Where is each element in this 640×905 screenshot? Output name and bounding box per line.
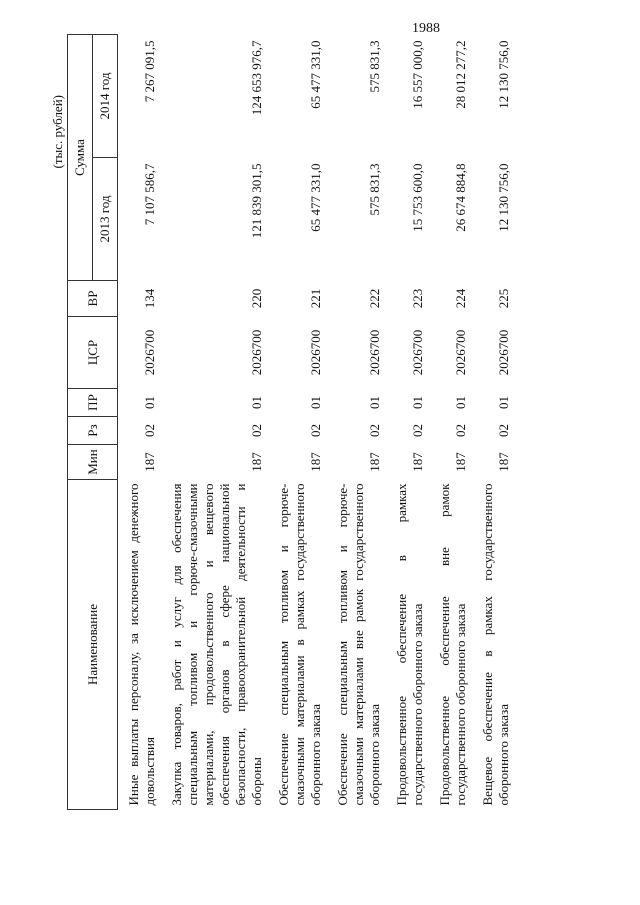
row-2013: 12 130 756,0	[496, 163, 511, 232]
table-body	[118, 35, 516, 810]
unit-note: (тыс. рублей)	[50, 95, 65, 169]
row-vr: 220	[249, 288, 264, 309]
row-2013: 7 107 586,7	[142, 163, 157, 226]
row-csr: 2026700	[410, 329, 425, 376]
header-sum: Сумма	[68, 35, 93, 281]
row-2014: 124 653 976,7	[249, 40, 264, 116]
row-pr: 01	[249, 396, 264, 409]
row-csr: 2026700	[249, 329, 264, 376]
header-csr: ЦСР	[68, 317, 118, 389]
row-vr: 134	[142, 288, 157, 309]
table-row	[268, 35, 327, 810]
row-rz: 02	[308, 424, 323, 437]
row-min: 187	[142, 452, 157, 472]
row-2013: 575 831,3	[367, 163, 382, 216]
row-csr: 2026700	[496, 329, 511, 376]
header-2014: 2014 год	[93, 35, 118, 158]
table-row	[327, 35, 386, 810]
header-name: Наименование	[68, 480, 118, 810]
header-rz: Рз	[68, 417, 118, 445]
row-name: Иные выплаты персоналу, за исключением денежного довольствия	[126, 483, 157, 806]
row-2013: 26 674 884,8	[453, 163, 468, 232]
row-vr: 224	[453, 288, 468, 309]
row-2014: 12 130 756,0	[496, 40, 511, 109]
row-2014: 65 477 331,0	[308, 40, 323, 109]
row-pr: 01	[308, 396, 323, 409]
row-2013: 15 753 600,0	[410, 163, 425, 232]
row-min: 187	[410, 452, 425, 472]
row-rz: 02	[367, 424, 382, 437]
budget-table	[67, 34, 515, 810]
row-rz: 02	[142, 424, 157, 437]
table-row	[386, 35, 429, 810]
row-rz: 02	[249, 424, 264, 437]
row-2014: 7 267 091,5	[142, 40, 157, 103]
row-vr: 221	[308, 288, 323, 309]
page-number: 1988	[412, 21, 440, 36]
row-pr: 01	[367, 396, 382, 409]
table-row	[118, 35, 162, 810]
header-pr: ПР	[68, 389, 118, 417]
row-name: Обеспечение специальным топливом и горюче-смазочными материалами в рамках государственного оборонного заказа	[276, 483, 323, 806]
row-csr: 2026700	[308, 329, 323, 376]
table-row	[472, 35, 515, 810]
row-name: Продовольственное обеспечение вне рамок государственного оборонного заказа	[437, 483, 468, 806]
header-2013: 2013 год	[93, 158, 118, 281]
row-csr: 2026700	[453, 329, 468, 376]
row-rz: 02	[410, 424, 425, 437]
header-min: Мин	[68, 445, 118, 480]
row-min: 187	[249, 452, 264, 472]
row-2013: 65 477 331,0	[308, 163, 323, 232]
row-2014: 16 557 000,0	[410, 40, 425, 109]
row-min: 187	[453, 452, 468, 472]
row-pr: 01	[453, 396, 468, 409]
row-name: Продовольственное обеспечение в рамках государственного оборонного заказа	[394, 483, 425, 806]
row-rz: 02	[496, 424, 511, 437]
table-header	[68, 35, 118, 810]
table-row	[161, 35, 268, 810]
row-name: Обеспечение специальным топливом и горюче-смазочными материалами вне рамок государственного оборонного заказа	[335, 483, 382, 806]
row-vr: 225	[496, 288, 511, 309]
row-vr: 222	[367, 288, 382, 309]
row-min: 187	[496, 452, 511, 472]
table-row	[429, 35, 472, 810]
row-name: Вещевое обеспечение в рамках государственного оборонного заказа	[480, 483, 511, 806]
row-name: Закупка товаров, работ и услуг для обеспечения специальным топливом и горюче-смазочными материалами, продовольственного и вещевого обеспечения органов в сфере национальной безопасности, правоохранительной деятельности и обороны	[169, 483, 264, 806]
row-vr: 223	[410, 288, 425, 309]
row-2014: 28 012 277,2	[453, 40, 468, 109]
row-pr: 01	[496, 396, 511, 409]
row-min: 187	[308, 452, 323, 472]
row-csr: 2026700	[367, 329, 382, 376]
row-2014: 575 831,3	[367, 40, 382, 93]
row-min: 187	[367, 452, 382, 472]
row-pr: 01	[142, 396, 157, 409]
row-csr: 2026700	[142, 329, 157, 376]
header-vr: ВР	[68, 281, 118, 317]
row-2013: 121 839 301,5	[249, 163, 264, 239]
row-rz: 02	[453, 424, 468, 437]
row-pr: 01	[410, 396, 425, 409]
